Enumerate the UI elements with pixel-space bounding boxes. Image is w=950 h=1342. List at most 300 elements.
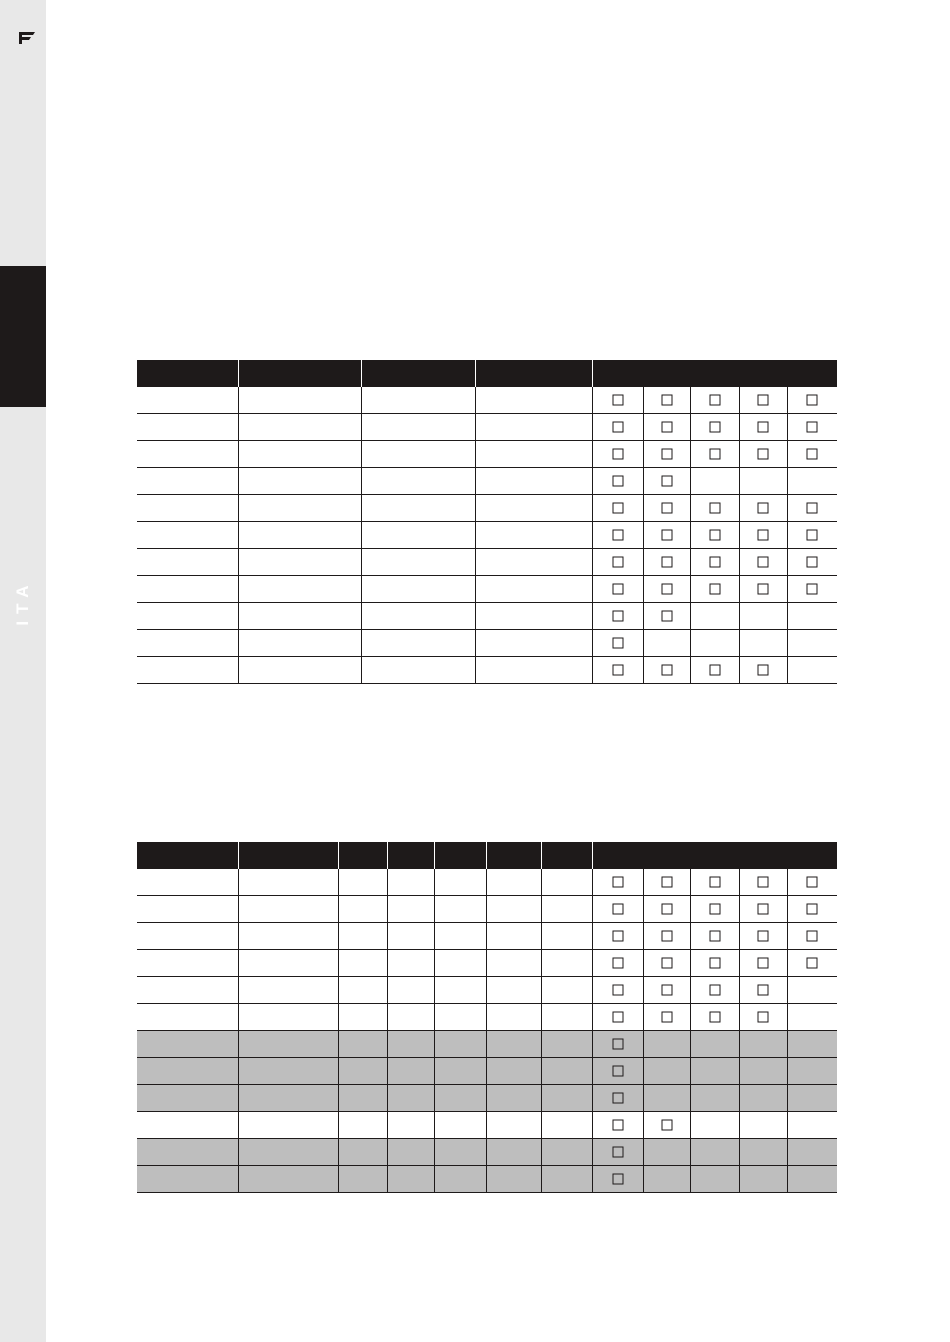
table-cell bbox=[486, 869, 541, 896]
checkbox[interactable] bbox=[612, 422, 623, 433]
table-cell bbox=[338, 923, 387, 950]
checkbox-cell bbox=[643, 630, 690, 657]
checkbox[interactable] bbox=[661, 904, 672, 915]
checkbox-cell bbox=[592, 576, 643, 603]
table-cell bbox=[541, 1004, 592, 1031]
checkbox-cell bbox=[739, 441, 787, 468]
checkbox-cell bbox=[787, 495, 837, 522]
checkbox-cell bbox=[787, 977, 837, 1004]
table-cell bbox=[137, 1112, 238, 1139]
checkbox[interactable] bbox=[612, 1093, 623, 1104]
checkbox[interactable] bbox=[709, 530, 720, 541]
table-cell bbox=[361, 441, 475, 468]
header-cell bbox=[592, 360, 837, 387]
table-cell bbox=[238, 1058, 338, 1085]
table-cell bbox=[238, 1085, 338, 1112]
checkbox[interactable] bbox=[758, 877, 769, 888]
checkbox-cell bbox=[690, 923, 739, 950]
table-cell bbox=[361, 414, 475, 441]
header-cell bbox=[475, 360, 592, 387]
table-cell bbox=[238, 1031, 338, 1058]
checkbox[interactable] bbox=[807, 877, 818, 888]
checkbox[interactable] bbox=[758, 503, 769, 514]
checkbox-cell bbox=[739, 1031, 787, 1058]
checkbox[interactable] bbox=[612, 638, 623, 649]
checkbox[interactable] bbox=[758, 422, 769, 433]
table-cell bbox=[238, 495, 361, 522]
checkbox[interactable] bbox=[709, 557, 720, 568]
checkbox-cell bbox=[739, 630, 787, 657]
checkbox-cell bbox=[690, 657, 739, 684]
checkbox[interactable] bbox=[709, 877, 720, 888]
table-cell bbox=[541, 977, 592, 1004]
checkbox[interactable] bbox=[807, 503, 818, 514]
checkbox-cell bbox=[787, 549, 837, 576]
table-cell bbox=[434, 869, 486, 896]
checkbox-cell bbox=[787, 1004, 837, 1031]
checkbox-cell bbox=[787, 896, 837, 923]
checkbox-cell bbox=[592, 1166, 643, 1193]
table-cell bbox=[238, 869, 338, 896]
checkbox-cell bbox=[739, 414, 787, 441]
table-cell bbox=[137, 549, 238, 576]
table-cell bbox=[387, 977, 434, 1004]
checkbox[interactable] bbox=[612, 530, 623, 541]
checkbox[interactable] bbox=[661, 1120, 672, 1131]
checkbox[interactable] bbox=[612, 958, 623, 969]
table-cell bbox=[541, 1139, 592, 1166]
checkbox[interactable] bbox=[807, 904, 818, 915]
checkbox[interactable] bbox=[612, 1120, 623, 1131]
checkbox-cell bbox=[592, 1058, 643, 1085]
table-cell bbox=[387, 1085, 434, 1112]
table-cell bbox=[338, 1139, 387, 1166]
checkbox[interactable] bbox=[758, 1012, 769, 1023]
table-cell bbox=[387, 1112, 434, 1139]
table-cell bbox=[338, 869, 387, 896]
checkbox-cell bbox=[690, 603, 739, 630]
table-row bbox=[137, 869, 837, 896]
checkbox[interactable] bbox=[661, 931, 672, 942]
table-cell bbox=[361, 495, 475, 522]
table-row bbox=[137, 1112, 837, 1139]
checkbox-cell bbox=[592, 923, 643, 950]
checkbox[interactable] bbox=[709, 904, 720, 915]
table-cell bbox=[338, 1112, 387, 1139]
table-cell bbox=[338, 1004, 387, 1031]
checkbox[interactable] bbox=[758, 449, 769, 460]
table-cell bbox=[486, 950, 541, 977]
checkbox[interactable] bbox=[758, 904, 769, 915]
table-cell bbox=[137, 603, 238, 630]
table-cell bbox=[137, 414, 238, 441]
checkbox-cell bbox=[739, 1085, 787, 1112]
header-cell bbox=[387, 842, 434, 869]
table-cell bbox=[434, 1085, 486, 1112]
table-cell bbox=[541, 923, 592, 950]
table-cell bbox=[486, 1139, 541, 1166]
checkbox[interactable] bbox=[612, 1039, 623, 1050]
table-cell bbox=[434, 896, 486, 923]
checkbox[interactable] bbox=[758, 958, 769, 969]
checkbox-cell bbox=[787, 441, 837, 468]
checkbox[interactable] bbox=[612, 476, 623, 487]
checkbox[interactable] bbox=[612, 557, 623, 568]
table-cell bbox=[238, 603, 361, 630]
table-cell bbox=[361, 387, 475, 414]
checkbox-cell bbox=[643, 950, 690, 977]
checkbox-cell bbox=[592, 549, 643, 576]
checkbox[interactable] bbox=[661, 1012, 672, 1023]
checkbox[interactable] bbox=[612, 1147, 623, 1158]
checkbox-cell bbox=[643, 1139, 690, 1166]
checkbox[interactable] bbox=[807, 422, 818, 433]
table-cell bbox=[137, 1004, 238, 1031]
table-row bbox=[137, 387, 837, 414]
checkbox-cell bbox=[787, 657, 837, 684]
table-cell bbox=[137, 495, 238, 522]
table-cell bbox=[238, 549, 361, 576]
table-row bbox=[137, 414, 837, 441]
checkbox-cell bbox=[643, 441, 690, 468]
table-cell bbox=[541, 869, 592, 896]
table-cell bbox=[137, 950, 238, 977]
checkbox-cell bbox=[787, 603, 837, 630]
table-cell bbox=[238, 1139, 338, 1166]
checkbox-cell bbox=[592, 387, 643, 414]
table-cell bbox=[541, 1031, 592, 1058]
checkbox-cell bbox=[592, 977, 643, 1004]
checkbox[interactable] bbox=[661, 530, 672, 541]
table-cell bbox=[238, 657, 361, 684]
checkbox-cell bbox=[787, 468, 837, 495]
table-row bbox=[137, 896, 837, 923]
checkbox-cell bbox=[643, 657, 690, 684]
table-cell bbox=[387, 896, 434, 923]
checkbox-cell bbox=[643, 495, 690, 522]
checkbox-cell bbox=[787, 1166, 837, 1193]
checkbox-cell bbox=[592, 495, 643, 522]
table-cell bbox=[475, 468, 592, 495]
checkbox[interactable] bbox=[612, 1066, 623, 1077]
table-cell bbox=[238, 1112, 338, 1139]
table-header-row bbox=[137, 360, 837, 387]
checkbox-cell bbox=[643, 896, 690, 923]
table-cell bbox=[434, 1004, 486, 1031]
checkbox[interactable] bbox=[807, 931, 818, 942]
table-row bbox=[137, 1085, 837, 1112]
table-cell bbox=[137, 1166, 238, 1193]
checkbox[interactable] bbox=[612, 449, 623, 460]
checkbox[interactable] bbox=[709, 584, 720, 595]
table-cell bbox=[475, 495, 592, 522]
table-cell bbox=[361, 576, 475, 603]
checkbox[interactable] bbox=[709, 503, 720, 514]
checklist-table-2 bbox=[137, 842, 837, 1193]
checkbox[interactable] bbox=[758, 931, 769, 942]
checkbox-cell bbox=[787, 923, 837, 950]
table-row bbox=[137, 495, 837, 522]
table-cell bbox=[238, 468, 361, 495]
table-cell bbox=[137, 468, 238, 495]
checkbox[interactable] bbox=[612, 1012, 623, 1023]
checkbox-cell bbox=[690, 495, 739, 522]
checkbox-cell bbox=[787, 1139, 837, 1166]
table-row bbox=[137, 522, 837, 549]
checkbox-cell bbox=[739, 549, 787, 576]
checkbox[interactable] bbox=[758, 584, 769, 595]
checkbox[interactable] bbox=[661, 877, 672, 888]
checkbox-cell bbox=[592, 1031, 643, 1058]
checkbox[interactable] bbox=[661, 665, 672, 676]
checkbox[interactable] bbox=[807, 395, 818, 406]
checkbox[interactable] bbox=[758, 557, 769, 568]
checkbox-cell bbox=[592, 630, 643, 657]
header-cell bbox=[137, 842, 238, 869]
checkbox-cell bbox=[690, 1004, 739, 1031]
header-cell bbox=[238, 360, 361, 387]
table-row bbox=[137, 1139, 837, 1166]
table-cell bbox=[541, 1085, 592, 1112]
checkbox[interactable] bbox=[612, 584, 623, 595]
table-cell bbox=[387, 869, 434, 896]
header-cell bbox=[361, 360, 475, 387]
checkbox-cell bbox=[787, 414, 837, 441]
checkbox-cell bbox=[739, 977, 787, 1004]
header-cell bbox=[338, 842, 387, 869]
header-cell bbox=[238, 842, 338, 869]
checkbox-cell bbox=[787, 630, 837, 657]
table-cell bbox=[387, 1031, 434, 1058]
table-cell bbox=[434, 1058, 486, 1085]
table-row bbox=[137, 468, 837, 495]
table-cell bbox=[238, 977, 338, 1004]
table-cell bbox=[541, 950, 592, 977]
table-cell bbox=[361, 657, 475, 684]
table-cell bbox=[238, 1004, 338, 1031]
table-cell bbox=[486, 1112, 541, 1139]
checkbox-cell bbox=[592, 896, 643, 923]
table-row bbox=[137, 1004, 837, 1031]
checkbox[interactable] bbox=[709, 395, 720, 406]
table-cell bbox=[137, 1085, 238, 1112]
checkbox-cell bbox=[739, 1139, 787, 1166]
checkbox-cell bbox=[787, 387, 837, 414]
checkbox-cell bbox=[690, 522, 739, 549]
table-cell bbox=[541, 1166, 592, 1193]
table-cell bbox=[387, 1004, 434, 1031]
table-cell bbox=[361, 549, 475, 576]
checkbox[interactable] bbox=[612, 611, 623, 622]
checkbox-cell bbox=[592, 1004, 643, 1031]
checkbox-cell bbox=[739, 896, 787, 923]
table-cell bbox=[486, 977, 541, 1004]
checkbox[interactable] bbox=[807, 584, 818, 595]
checkbox[interactable] bbox=[612, 665, 623, 676]
table-cell bbox=[137, 923, 238, 950]
table-cell bbox=[475, 387, 592, 414]
checkbox[interactable] bbox=[661, 503, 672, 514]
table-cell bbox=[338, 977, 387, 1004]
table-row bbox=[137, 630, 837, 657]
checkbox-cell bbox=[592, 950, 643, 977]
checkbox[interactable] bbox=[709, 422, 720, 433]
checkbox[interactable] bbox=[758, 395, 769, 406]
checkbox[interactable] bbox=[807, 449, 818, 460]
header-cell bbox=[541, 842, 592, 869]
checkbox-cell bbox=[739, 522, 787, 549]
header-cell bbox=[592, 842, 837, 869]
checkbox[interactable] bbox=[612, 395, 623, 406]
table-cell bbox=[338, 1058, 387, 1085]
checkbox[interactable] bbox=[661, 422, 672, 433]
checkbox-cell bbox=[739, 576, 787, 603]
checkbox-cell bbox=[787, 950, 837, 977]
table-cell bbox=[387, 950, 434, 977]
checkbox-cell bbox=[643, 869, 690, 896]
table-row bbox=[137, 603, 837, 630]
table-cell bbox=[137, 387, 238, 414]
checkbox[interactable] bbox=[612, 1174, 623, 1185]
table-cell bbox=[475, 522, 592, 549]
checkbox[interactable] bbox=[709, 931, 720, 942]
table-cell bbox=[137, 896, 238, 923]
table-cell bbox=[475, 549, 592, 576]
checkbox-cell bbox=[690, 468, 739, 495]
checkbox-cell bbox=[690, 387, 739, 414]
header-cell bbox=[137, 360, 238, 387]
checkbox-cell bbox=[690, 977, 739, 1004]
table-cell bbox=[387, 923, 434, 950]
table-cell bbox=[541, 896, 592, 923]
checkbox-cell bbox=[643, 387, 690, 414]
checkbox-cell bbox=[690, 869, 739, 896]
checkbox[interactable] bbox=[661, 395, 672, 406]
checkbox-cell bbox=[690, 630, 739, 657]
brand-logo-icon bbox=[18, 31, 36, 45]
checkbox-cell bbox=[787, 1058, 837, 1085]
checkbox[interactable] bbox=[709, 1012, 720, 1023]
checkbox[interactable] bbox=[758, 530, 769, 541]
checkbox[interactable] bbox=[807, 958, 818, 969]
checkbox-cell bbox=[643, 1085, 690, 1112]
checkbox-cell bbox=[787, 1031, 837, 1058]
checkbox-cell bbox=[739, 468, 787, 495]
checkbox-cell bbox=[739, 869, 787, 896]
table-cell bbox=[238, 441, 361, 468]
table-cell bbox=[486, 1031, 541, 1058]
table-cell bbox=[137, 1139, 238, 1166]
table-row bbox=[137, 923, 837, 950]
table-cell bbox=[434, 977, 486, 1004]
checkbox[interactable] bbox=[661, 476, 672, 487]
language-label: ITA bbox=[13, 578, 32, 626]
checkbox[interactable] bbox=[612, 985, 623, 996]
checkbox[interactable] bbox=[807, 557, 818, 568]
table-row bbox=[137, 950, 837, 977]
checkbox-cell bbox=[787, 576, 837, 603]
table-cell bbox=[475, 657, 592, 684]
table-cell bbox=[238, 387, 361, 414]
checkbox[interactable] bbox=[612, 904, 623, 915]
table-cell bbox=[137, 1058, 238, 1085]
checkbox[interactable] bbox=[661, 557, 672, 568]
table-cell bbox=[238, 1166, 338, 1193]
checkbox[interactable] bbox=[661, 449, 672, 460]
table-cell bbox=[137, 1031, 238, 1058]
checkbox-cell bbox=[690, 950, 739, 977]
table-row bbox=[137, 1058, 837, 1085]
table-row bbox=[137, 576, 837, 603]
checkbox[interactable] bbox=[709, 958, 720, 969]
table-cell bbox=[434, 1031, 486, 1058]
checkbox[interactable] bbox=[612, 503, 623, 514]
table-cell bbox=[361, 630, 475, 657]
checkbox-cell bbox=[643, 1004, 690, 1031]
checklist-table-1 bbox=[137, 360, 837, 684]
table-cell bbox=[434, 1112, 486, 1139]
table-row bbox=[137, 977, 837, 1004]
checkbox-cell bbox=[690, 1112, 739, 1139]
table-cell bbox=[387, 1166, 434, 1193]
table-cell bbox=[238, 576, 361, 603]
checkbox-cell bbox=[643, 1166, 690, 1193]
table-cell bbox=[137, 657, 238, 684]
table-cell bbox=[475, 414, 592, 441]
checkbox-cell bbox=[690, 549, 739, 576]
checkbox[interactable] bbox=[709, 449, 720, 460]
checkbox[interactable] bbox=[661, 584, 672, 595]
checkbox[interactable] bbox=[758, 985, 769, 996]
table-cell bbox=[361, 603, 475, 630]
table-cell bbox=[238, 414, 361, 441]
checkbox-cell bbox=[739, 1112, 787, 1139]
checkbox-cell bbox=[592, 1085, 643, 1112]
checkbox-cell bbox=[643, 522, 690, 549]
table-cell bbox=[338, 1166, 387, 1193]
checkbox-cell bbox=[592, 657, 643, 684]
checkbox[interactable] bbox=[612, 877, 623, 888]
checkbox-cell bbox=[690, 1139, 739, 1166]
checkbox-cell bbox=[592, 522, 643, 549]
checkbox-cell bbox=[643, 468, 690, 495]
table-cell bbox=[434, 1166, 486, 1193]
table-cell bbox=[475, 441, 592, 468]
table-cell bbox=[137, 977, 238, 1004]
checkbox[interactable] bbox=[612, 931, 623, 942]
table-header-row bbox=[137, 842, 837, 869]
checkbox-cell bbox=[643, 923, 690, 950]
checkbox-cell bbox=[643, 977, 690, 1004]
checkbox[interactable] bbox=[807, 530, 818, 541]
table-cell bbox=[541, 1058, 592, 1085]
checkbox[interactable] bbox=[661, 985, 672, 996]
checkbox[interactable] bbox=[758, 665, 769, 676]
table-cell bbox=[338, 1085, 387, 1112]
table-row bbox=[137, 441, 837, 468]
table-cell bbox=[338, 950, 387, 977]
checkbox-cell bbox=[690, 414, 739, 441]
checkbox[interactable] bbox=[661, 611, 672, 622]
table-cell bbox=[486, 1004, 541, 1031]
checkbox-cell bbox=[739, 387, 787, 414]
table-cell bbox=[434, 923, 486, 950]
checkbox[interactable] bbox=[709, 985, 720, 996]
table-row bbox=[137, 549, 837, 576]
checkbox[interactable] bbox=[709, 665, 720, 676]
checkbox-cell bbox=[739, 1004, 787, 1031]
checkbox[interactable] bbox=[661, 958, 672, 969]
